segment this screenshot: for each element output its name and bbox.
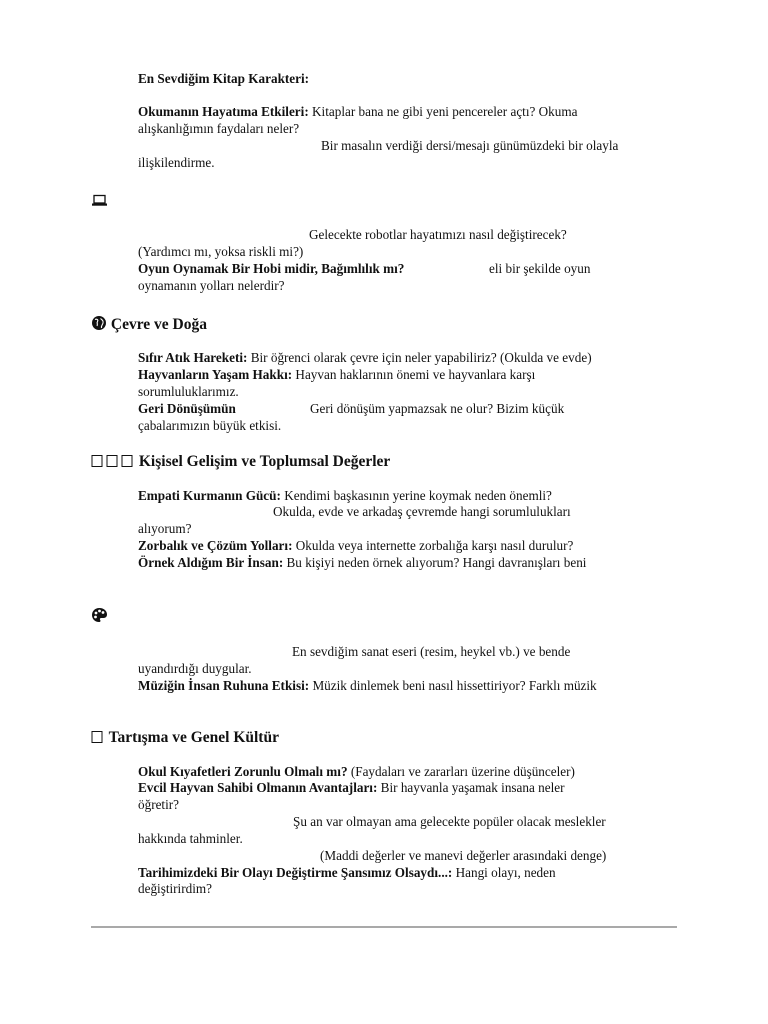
future-jobs-cont: hakkında tahminler.	[138, 831, 243, 846]
environment-heading	[91, 315, 207, 334]
animal-rights-text: Hayvan haklarının önemi ve hayvanlara karşı	[292, 367, 536, 382]
reading-effects-line	[138, 104, 577, 120]
animal-rights-cont: sorumluluklarımız.	[138, 384, 239, 399]
recycling-text: Geri dönüşüm yapmazsak ne olur? Bizim küçük	[310, 401, 565, 416]
pet-text: Bir hayvanla yaşamak insana neler	[377, 780, 565, 795]
gaming-text: eli bir şekilde oyun	[489, 261, 591, 276]
pet-label: Evcil Hayvan Sahibi Olmanın Avantajları:	[138, 780, 378, 795]
bullying-label: Zorbalık ve Çözüm Yolları:	[138, 538, 293, 553]
reading-effects-cont: alışkanlığımın faydaları neler?	[138, 121, 300, 136]
future-jobs-text: Şu an var olmayan ama gelecekte popüler olacak meslekler	[293, 814, 606, 829]
personal-development-heading	[91, 453, 390, 471]
history-cont: değiştirirdim?	[138, 881, 212, 896]
bottom-divider	[91, 926, 677, 928]
music-label: Müziğin İnsan Ruhuna Etkisi:	[138, 678, 310, 693]
reading-effects-text: Kitaplar bana ne gibi yeni pencereler açtı? Okuma	[308, 104, 578, 119]
environment-heading-text: Çevre ve Doğa	[110, 316, 208, 333]
pet-cont: öğretir?	[138, 797, 180, 812]
zero-waste-line	[138, 350, 592, 366]
uniform-label: Okul Kıyafetleri Zorunlu Olmalı mı?	[138, 764, 348, 779]
debate-heading-text: Tartışma ve Genel Kültür	[108, 729, 279, 746]
recycling-label: Geri Dönüşümün	[138, 401, 236, 416]
globe-icon	[91, 315, 107, 334]
role-model-text: Bu kişiyi neden örnek alıyorum? Hangi davranışları beni	[283, 555, 587, 570]
artwork-cont: uyandırdığı duygular.	[138, 661, 252, 676]
history-line	[138, 865, 556, 881]
zero-waste-text: Bir öğrenci olarak çevre için neler yapabiliriz? (Okulda ve evde)	[247, 350, 592, 365]
recycling-cont: çabalarımızın büyük etkisi.	[138, 418, 282, 433]
empathy-label: Empati Kurmanın Gücü:	[138, 488, 281, 503]
fable-lesson-text: Bir masalın verdiği dersi/mesajı günümüzdeki bir olayla	[321, 138, 619, 153]
role-model-label: Örnek Aldığım Bir İnsan:	[138, 555, 284, 570]
art-heading	[91, 607, 108, 626]
missing-glyph-icons	[91, 453, 135, 471]
uniform-line	[138, 764, 575, 780]
personal-development-heading-text: Kişisel Gelişim ve Toplumsal Değerler	[138, 453, 391, 470]
history-text: Hangi olayı, neden	[452, 865, 556, 880]
missing-glyph-icon	[91, 729, 105, 747]
gaming-label: Oyun Oynamak Bir Hobi midir, Bağımlılık mı?	[138, 261, 405, 276]
animal-rights-label: Hayvanların Yaşam Hakkı:	[138, 367, 293, 382]
artwork-text: En sevdiğim sanat eseri (resim, heykel vb.) ve bende	[292, 644, 571, 659]
laptop-icon	[91, 192, 108, 210]
responsibilities-text: Okulda, evde ve arkadaş çevremde hangi sorumlulukları	[273, 504, 571, 519]
uniform-text: (Faydaları ve zararları üzerine düşünceler)	[347, 764, 575, 779]
empathy-line	[138, 488, 552, 504]
responsibilities-cont: alıyorum?	[138, 521, 192, 536]
history-label: Tarihimizdeki Bir Olayı Değiştirme Şansımız Olsaydı...:	[138, 865, 453, 880]
music-text: Müzik dinlemek beni nasıl hissettiriyor? Farklı müzik	[309, 678, 597, 693]
gaming-cont: oynamanın yolları nelerdir?	[138, 278, 285, 293]
music-line	[138, 678, 597, 694]
debate-heading	[91, 729, 279, 747]
pet-line	[138, 780, 565, 796]
technology-heading	[91, 192, 108, 210]
bullying-text: Okulda veya internette zorbalığa karşı nasıl durulur?	[292, 538, 574, 553]
book-character-title: En Sevdiğim Kitap Karakteri:	[138, 71, 310, 86]
empathy-text: Kendimi başkasının yerine koymak neden önemli?	[280, 488, 552, 503]
role-model-line	[138, 555, 586, 571]
reading-effects-label: Okumanın Hayatıma Etkileri:	[138, 104, 309, 119]
values-balance-text: (Maddi değerler ve manevi değerler arasındaki denge)	[320, 848, 607, 863]
bullying-line	[138, 538, 573, 554]
robots-question-cont: (Yardımcı mı, yoksa riskli mi?)	[138, 244, 304, 259]
fable-lesson-cont: ilişkilendirme.	[138, 155, 215, 170]
robots-question: Gelecekte robotlar hayatımızı nasıl değiştirecek?	[309, 227, 567, 242]
animal-rights-line	[138, 367, 535, 383]
palette-icon	[91, 607, 108, 626]
zero-waste-label: Sıfır Atık Hareketi:	[138, 350, 248, 365]
